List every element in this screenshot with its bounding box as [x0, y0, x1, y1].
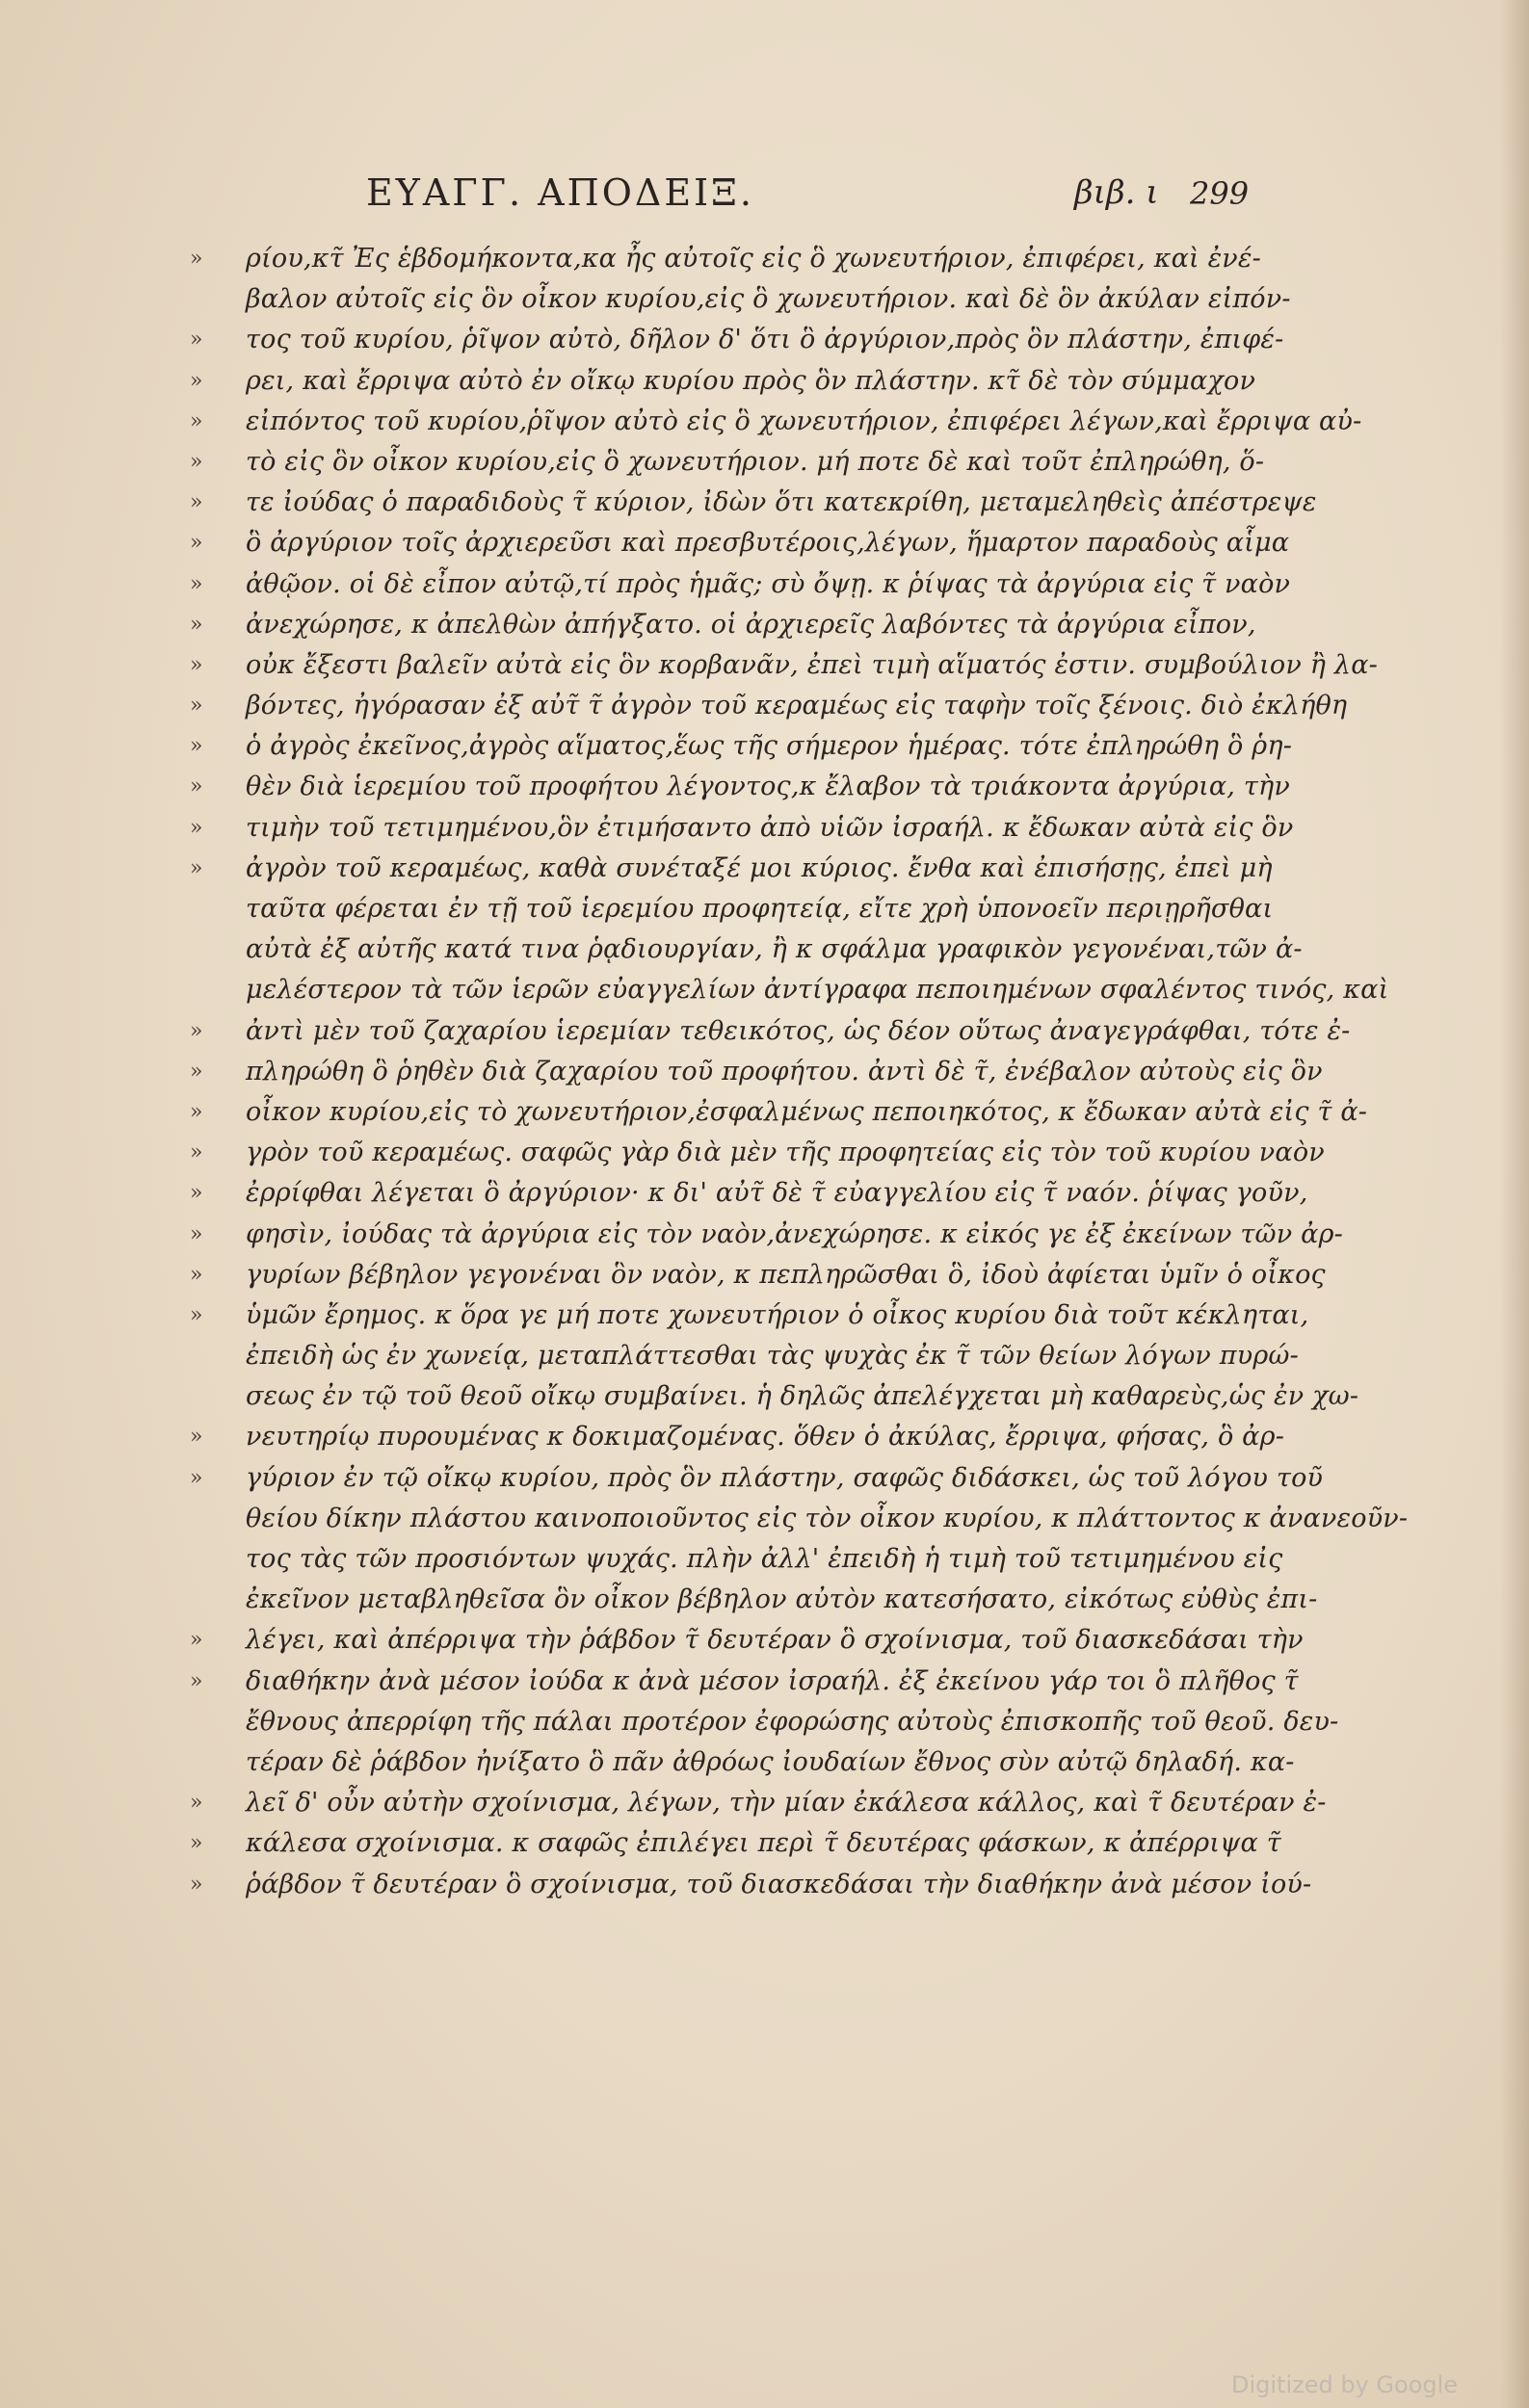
text-line: [190, 1662, 1299, 1702]
text-line: [246, 1376, 1359, 1417]
line-text: σεως ἐν τῷ τοῦ θεοῦ οἴκῳ συμβαίνει. ἡ δηλῶς ἀπελέγχεται μὴ καθαρεὺς,ὡς ἐν χω-: [246, 1381, 1359, 1412]
text-line: [246, 279, 1291, 320]
text-line: [246, 1742, 1295, 1783]
quotation-marker: »: [190, 1628, 203, 1653]
line-text: πληρώθη ὃ ῥηθὲν διὰ ζαχαρίου τοῦ προφήτου. ἀντὶ δὲ τ̃, ἐνέβαλον αὐτοὺς εἰς ὃν: [246, 1056, 1323, 1086]
quotation-marker: »: [190, 1302, 203, 1327]
line-text: τέραν δὲ ῥάβδον ἠνίξατο ὃ πᾶν ἀθρόως ἰουδαίων ἔθνος σὺν αὐτῷ δηλαδή. κα-: [246, 1746, 1295, 1777]
text-line: [190, 523, 1290, 563]
quotation-marker: »: [190, 1791, 203, 1816]
quotation-marker: »: [190, 1018, 203, 1043]
quotation-marker: »: [190, 490, 203, 515]
line-text: θείου δίκην πλάστου καινοποιοῦντος εἰς τὸν οἶκον κυρίου, κ πλάττοντος κ ἀνανεοῦν-: [246, 1503, 1409, 1533]
text-line: [190, 1173, 1308, 1214]
text-line: [190, 320, 1284, 360]
text-line: [246, 889, 1274, 929]
line-text: θὲν διὰ ἱερεμίου τοῦ προφήτου λέγοντος,κ ἔλαβον τὰ τριάκοντα ἀργύρια, τὴν: [246, 772, 1290, 802]
line-text: ὃ ἀργύριον τοῖς ἀρχιερεῦσι καὶ πρεσβυτέροις,λέγων, ἥμαρτον παραδοὺς αἷμα: [246, 528, 1290, 559]
line-text: τος τὰς τῶν προσιόντων ψυχάς. πλὴν ἀλλ' ἐπειδὴ ἡ τιμὴ τοῦ τετιμημένου εἰς: [246, 1544, 1283, 1574]
text-line: [190, 1296, 1309, 1336]
text-line: [246, 970, 1389, 1010]
quotation-marker: »: [190, 1668, 203, 1693]
quotation-marker: »: [190, 1831, 203, 1856]
line-text: οὐκ ἔξεστι βαλεῖν αὐτὰ εἰς ὃν κορβανᾶν, ἐπεὶ τιμὴ αἵματός ἐστιν. συμβούλιον ἢ λα-: [246, 649, 1378, 680]
text-line: [190, 564, 1291, 605]
line-text: κάλεσα σχοίνισμα. κ σαφῶς ἐπιλέγει περὶ τ̃ δευτέρας φάσκων, κ ἀπέρριψα τ̃: [246, 1828, 1281, 1859]
text-line: [190, 239, 1261, 279]
quotation-marker: »: [190, 1871, 203, 1897]
line-text: ὑμῶν ἔρημος. κ ὅρα γε μή ποτε χωνευτήριον ὁ οἶκος κυρίου διὰ τοῦτ κέκληται,: [246, 1299, 1309, 1330]
text-line: [190, 849, 1273, 889]
line-text: ἀγρὸν τοῦ κεραμέως, καθὰ συνέταξέ μοι κύριος. ἔνθα καὶ ἐπισήσῃς, ἐπεὶ μὴ: [246, 852, 1273, 883]
quotation-marker: »: [190, 1181, 203, 1206]
page-number: 299: [1190, 175, 1250, 212]
text-line: [190, 767, 1290, 807]
line-text: μελέστερον τὰ τῶν ἱερῶν εὐαγγελίων ἀντίγραφα πεποιημένων σφαλέντος τινός, καὶ: [246, 975, 1389, 1006]
line-text: ἐκεῖνον μεταβληθεῖσα ὃν οἶκον βέβηλον αὐτὸν κατεσήσατο, εἰκότως εὐθὺς ἐπι-: [246, 1584, 1318, 1615]
text-line: [190, 1255, 1326, 1296]
line-text: βόντες, ἠγόρασαν ἐξ αὐτ̃ τ̃ ἀγρὸν τοῦ κεραμέως εἰς ταφὴν τοῖς ξένοις. διὸ ἐκλήθη: [246, 691, 1348, 721]
running-header: [366, 171, 1464, 220]
line-text: λέγει, καὶ ἀπέρριψα τὴν ῥάβδον τ̃ δευτέραν ὃ σχοίνισμα, τοῦ διασκεδάσαι τὴν: [246, 1625, 1304, 1656]
quotation-marker: »: [190, 1099, 203, 1124]
quotation-marker: »: [190, 368, 203, 393]
quotation-marker: »: [190, 652, 203, 677]
text-line: [190, 1620, 1304, 1661]
line-text: ἀθῷον. οἱ δὲ εἶπον αὐτῷ,τί πρὸς ἡμᾶς; σὺ ὄψῃ. κ ῥίψας τὰ ἀργύρια εἰς τ̃ ναὸν: [246, 568, 1291, 599]
quotation-marker: »: [190, 1262, 203, 1287]
text-line: [190, 1133, 1325, 1173]
line-text: ἔθνους ἀπερρίφη τῆς πάλαι προτέρον ἐφορώσης αὐτοὺς ἐπισκοπῆς τοῦ θεοῦ. δευ-: [246, 1706, 1339, 1737]
line-text: ἀντὶ μὲν τοῦ ζαχαρίου ἱερεμίαν τεθεικότος, ὡς δέον οὕτως ἀναγεγράφθαι, τότε ἐ-: [246, 1015, 1351, 1046]
quotation-marker: »: [190, 1140, 203, 1165]
quotation-marker: »: [190, 734, 203, 759]
text-line: [246, 1336, 1299, 1376]
line-text: νευτηρίῳ πυρουμένας κ δοκιμαζομένας. ὅθεν ὁ ἀκύλας, ἔρριψα, φήσας, ὃ ἀρ-: [246, 1422, 1285, 1453]
line-text: ἀνεχώρησε, κ ἀπελθὼν ἀπήγξατο. οἱ ἀρχιερεῖς λαβόντες τὰ ἀργύρια εἶπον,: [246, 609, 1256, 640]
line-text: γύριον ἐν τῷ οἴκῳ κυρίου, πρὸς ὃν πλάστην, σαφῶς διδάσκει, ὡς τοῦ λόγου τοῦ: [246, 1462, 1324, 1493]
quotation-marker: »: [190, 774, 203, 799]
digitization-watermark: Digitized by Google: [1231, 2371, 1459, 2398]
text-line: [246, 1499, 1409, 1539]
quotation-marker: »: [190, 408, 203, 433]
line-text: ἐρρίφθαι λέγεται ὃ ἀργύριον· κ δι' αὐτ̃ δὲ τ̃ εὐαγγελίου εἰς τ̃ ναόν. ῥίψας γοῦν,: [246, 1178, 1308, 1209]
text-line: [246, 1580, 1318, 1620]
quotation-marker: »: [190, 531, 203, 556]
text-line: [190, 1458, 1324, 1499]
text-line: [190, 1865, 1312, 1905]
text-line: [190, 1823, 1281, 1864]
quotation-marker: »: [190, 612, 203, 637]
quotation-marker: »: [190, 815, 203, 840]
text-line: [190, 1092, 1368, 1133]
quotation-marker: »: [190, 694, 203, 719]
quotation-marker: »: [190, 1221, 203, 1246]
main-text-block: [190, 239, 1409, 1905]
quotation-marker: »: [190, 855, 203, 880]
line-text: ῥάβδον τ̃ δευτέραν ὃ σχοίνισμα, τοῦ διασκεδάσαι τὴν διαθήκην ἀνὰ μέσον ἰού-: [246, 1869, 1312, 1899]
line-text: βαλον αὐτοῖς εἰς ὃν οἶκον κυρίου,εἰς ὃ χωνευτήριον. καὶ δὲ ὃν ἀκύλαν εἰπόν-: [246, 284, 1291, 315]
line-text: γρὸν τοῦ κεραμέως. σαφῶς γὰρ διὰ μὲν τῆς προφητείας εἰς τὸν τοῦ κυρίου ναὸν: [246, 1138, 1325, 1168]
text-line: [190, 605, 1256, 645]
text-line: [190, 361, 1256, 402]
quotation-marker: »: [190, 571, 203, 596]
line-text: οἶκον κυρίου,εἰς τὸ χωνευτήριον,ἐσφαλμένως πεποιηκότος, κ ἔδωκαν αὐτὰ εἰς τ̃ ἀ-: [246, 1096, 1368, 1127]
book-reference: βιβ. ι: [1074, 173, 1159, 212]
text-line: [190, 808, 1294, 849]
line-text: διαθήκην ἀνὰ μέσον ἰούδα κ ἀνὰ μέσον ἰσραήλ. ἐξ ἐκείνου γάρ τοι ὃ πλῆθος τ̃: [246, 1665, 1299, 1696]
text-line: [190, 1052, 1323, 1092]
line-text: ρίου,κτ̃ Ἐς ἑβδομήκοντα,κα ἦς αὐτοῖς εἰς ὃ χωνευτήριον, ἐπιφέρει, καὶ ἐνέ-: [246, 244, 1261, 274]
text-line: [190, 483, 1317, 523]
line-text: ταῦτα φέρεται ἐν τῇ τοῦ ἱερεμίου προφητείᾳ, εἴτε χρὴ ὑπονοεῖν περιῃρῆσθαι: [246, 894, 1274, 924]
text-line: [246, 929, 1303, 970]
running-title: ΕΥΑΓΓ. ΑΠΟΔΕΙΞ.: [366, 171, 754, 214]
text-line: [190, 726, 1293, 767]
line-text: τε ἰούδας ὁ παραδιδοὺς τ̃ κύριον, ἰδὼν ὅτι κατεκρίθη, μεταμεληθεὶς ἀπέστρεψε: [246, 487, 1317, 518]
text-line: [190, 645, 1378, 686]
text-line: [190, 1783, 1327, 1823]
text-line: [190, 1215, 1343, 1255]
quotation-marker: »: [190, 327, 203, 353]
quotation-marker: »: [190, 449, 203, 474]
text-line: [190, 442, 1265, 483]
line-text: γυρίων βέβηλον γεγονέναι ὃν ναὸν, κ πεπληρῶσθαι ὃ, ἰδοὺ ἀφίεται ὑμῖν ὁ οἶκος: [246, 1259, 1326, 1290]
text-line: [190, 686, 1348, 726]
text-line: [190, 1011, 1351, 1052]
text-line: [190, 402, 1362, 442]
line-text: τὸ εἰς ὃν οἶκον κυρίου,εἰς ὃ χωνευτήριον. μή ποτε δὲ καὶ τοῦτ ἐπληρώθη, ὅ-: [246, 446, 1265, 477]
line-text: αὐτὰ ἐξ αὐτῆς κατά τινα ῥᾳδιουργίαν, ἢ κ σφάλμα γραφικὸν γεγονέναι,τῶν ἀ-: [246, 934, 1303, 965]
text-line: [246, 1702, 1339, 1742]
line-text: ὁ ἀγρὸς ἐκεῖνος,ἀγρὸς αἵματος,ἕως τῆς σήμερον ἡμέρας. τότε ἐπληρώθη ὃ ῥη-: [246, 731, 1293, 762]
line-text: λεῖ δ' οὖν αὐτὴν σχοίνισμα, λέγων, τὴν μίαν ἐκάλεσα κάλλος, καὶ τ̃ δευτέραν ἐ-: [246, 1788, 1327, 1819]
line-text: τιμὴν τοῦ τετιμημένου,ὃν ἐτιμήσαντο ἀπὸ υἱῶν ἰσραήλ. κ ἔδωκαν αὐτὰ εἰς ὃν: [246, 812, 1294, 843]
line-text: ἐπειδὴ ὡς ἐν χωνείᾳ, μεταπλάττεσθαι τὰς ψυχὰς ἐκ τ̃ τῶν θείων λόγων πυρώ-: [246, 1341, 1299, 1372]
quotation-marker: »: [190, 247, 203, 271]
quotation-marker: »: [190, 1465, 203, 1490]
quotation-marker: »: [190, 1059, 203, 1084]
line-text: ρει, καὶ ἔρριψα αὐτὸ ἐν οἴκῳ κυρίου πρὸς ὃν πλάστην. κτ̃ δὲ τὸν σύμμαχον: [246, 365, 1256, 396]
text-line: [246, 1539, 1283, 1580]
quotation-marker: »: [190, 1425, 203, 1450]
line-text: εἰπόντος τοῦ κυρίου,ῥῖψον αὐτὸ εἰς ὃ χωνευτήριον, ἐπιφέρει λέγων,καὶ ἔρριψα αὐ-: [246, 406, 1362, 436]
line-text: τος τοῦ κυρίου, ῥῖψον αὐτὸ, δῆλον δ' ὅτι ὃ ἀργύριον,πρὸς ὃν πλάστην, ἐπιφέ-: [246, 325, 1284, 355]
text-line: [190, 1417, 1285, 1457]
line-text: φησὶν, ἰούδας τὰ ἀργύρια εἰς τὸν ναὸν,ἀνεχώρησε. κ εἰκός γε ἐξ ἐκείνων τῶν ἀρ-: [246, 1218, 1343, 1249]
